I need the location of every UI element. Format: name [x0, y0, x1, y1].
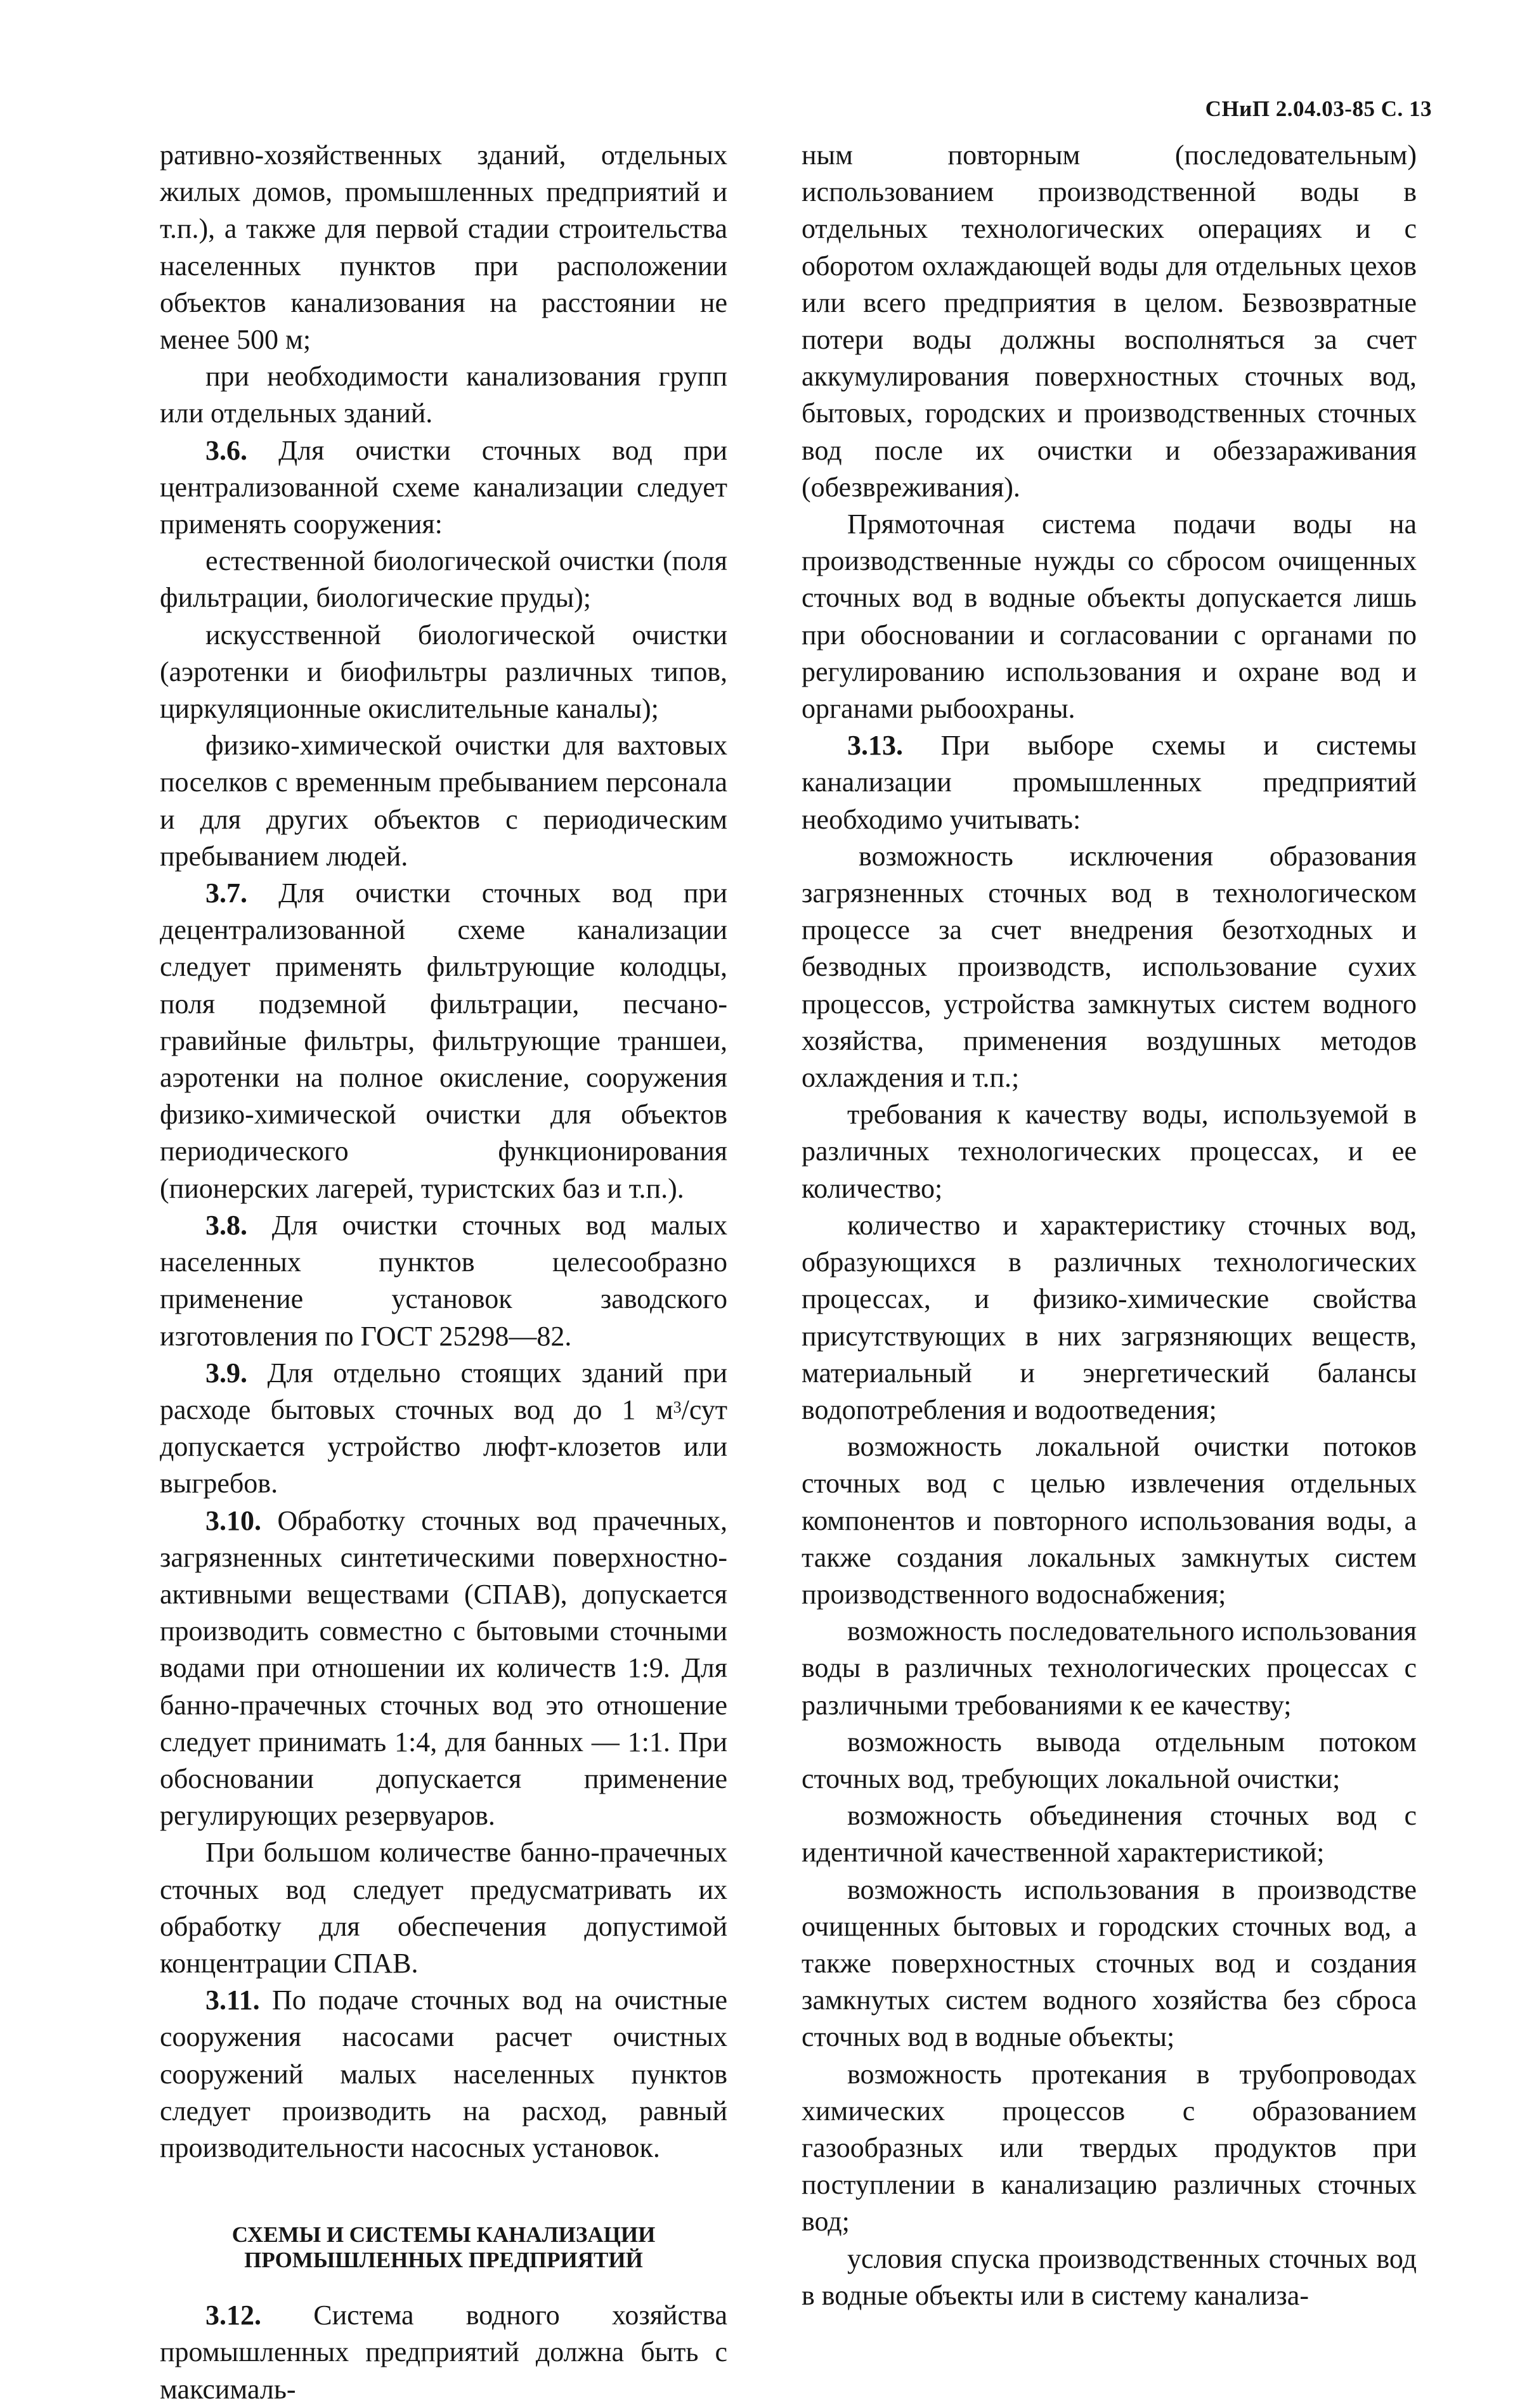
clause-number: 3.13. [847, 730, 903, 761]
clause-3-11 [160, 1982, 727, 2166]
clause-text: Для очистки сточных вод малых населенных пунктов целесообразно применение установок заводского изготовления по ГОСТ 25298—82. [160, 1209, 727, 1352]
paragraph: при необходимости канализования групп или отдельных зданий. [160, 361, 727, 429]
clause-text: Обработку сточных вод прачечных, загрязненных синтетическими поверхностно-активными веществами (СПАВ), допускается производить совместно с бытовыми сточными водами при отношении их количеств 1:9. Для банно-прачечных сточных вод это отношение следует принимать 1:4, для банных — 1:1. При обосновании допускается применение регулирующих резервуаров. [160, 1505, 727, 1832]
list-item: количество и характеристику сточных вод, образующихся в различных технологических процессах, и физико-химические свойства присутствующих в них загрязняющих веществ, материальный и энергетический балансы водопотребления и водоотведения; [802, 1209, 1417, 1425]
clause-number: 3.10. [205, 1505, 261, 1536]
section-title [160, 2222, 727, 2273]
list-item: требования к качеству воды, используемой в различных технологических процессах, и ее количество; [802, 1099, 1417, 1204]
list-item: возможность последовательного использования воды в различных технологических процессах с различными требованиями к ее качеству; [802, 1615, 1417, 1721]
list-item: возможность исключения образования загрязненных сточных вод в технологическом процессе за счет внедрения безотходных и безводных производств, использование сухих процессов, устройства замкнутых систем водного хозяйства, применения воздушных методов охлаждения и т.п.; [802, 840, 1417, 1094]
list-item: возможность вывода отдельным потоком сточных вод, требующих локальной очистки; [802, 1726, 1417, 1794]
paragraph: При большом количестве банно-прачечных сточных вод следует предусматривать их обработку для обеспечения допустимой концентрации СПАВ. [160, 1837, 727, 1979]
clause-text: При выборе схемы и системы канализации промышленных предприятий необходимо учитывать: [802, 730, 1417, 835]
clause-3-8 [160, 1207, 727, 1355]
clause-text: По подаче сточных вод на очистные сооружения насосами расчет очистных сооружений малых населенных пунктов следует производить на расход, равный производительности насосных установок. [160, 1984, 727, 2163]
clause-3-7 [160, 875, 727, 1207]
clause-number: 3.8. [205, 1209, 247, 1241]
clause-3-10 [160, 1503, 727, 1835]
section-title-line: ПРОМЫШЛЕННЫХ ПРЕДПРИЯТИЙ [244, 2248, 643, 2273]
paragraph: ративно-хозяйственных зданий, отдельных жилых домов, промышленных предприятий и т.п.), а также для первой стадии строительства населенных пунктов при расположении объектов канализования на расстоянии не менее 500 м; [160, 139, 727, 356]
clause-3-9 [160, 1355, 727, 1503]
paragraph: Прямоточная система подачи воды на производственные нужды со сбросом очищенных сточных вод в водные объекты допускается лишь при обосновании и согласовании с органами по регулированию использования и охране вод и органами рыбоохраны. [802, 508, 1417, 725]
list-item: искусственной биологической очистки (аэротенки и биофильтры различных типов, циркуляционные окислительные каналы); [160, 619, 727, 725]
clause-number: 3.6. [205, 434, 247, 466]
list-item: возможность протекания в трубопроводах химических процессов с образованием газообразных или твердых продуктов при поступлении в канализацию различных сточных вод; [802, 2058, 1417, 2237]
clause-text: Для очистки сточных вод при централизованной схеме канализации следует применять сооружения: [160, 434, 727, 540]
list-item: естественной биологической очистки (поля фильтрации, биологические пруды); [160, 545, 727, 614]
list-item: возможность локальной очистки потоков сточных вод с целью извлечения отдельных компонентов и повторного использования воды, а также создания локальных замкнутых систем производственного водоснабжения; [802, 1431, 1417, 1610]
list-item: физико-химической очистки для вахтовых поселков с временным пребыванием персонала и для других объектов с периодическим пребыванием людей. [160, 730, 727, 872]
paragraph: ным повторным (последовательным) использованием производственной воды в отдельных технологических операциях и с оборотом охлаждающей воды для отдельных цехов или всего предприятия в целом. Безвозвратные потери воды должны восполняться за счет аккумулирования поверхностных сточных вод, бытовых, городских и производственных сточных вод после их очистки и обеззараживания (обезвреживания). [802, 139, 1417, 503]
superscript: 3 [673, 1397, 682, 1416]
right-column [802, 137, 1417, 2314]
clause-text: Для отдельно стоящих зданий при расходе бытовых сточных вод до 1 м [160, 1357, 727, 1425]
clause-text: Система водного хозяйства промышленных предприятий должна быть с максималь- [160, 2300, 727, 2405]
section-title-line: СХЕМЫ И СИСТЕМЫ КАНАЛИЗАЦИИ [231, 2222, 656, 2248]
clause-3-12 [160, 2297, 727, 2408]
clause-number: 3.9. [205, 1357, 247, 1388]
clause-3-6 [160, 432, 727, 543]
clause-3-13 [802, 727, 1417, 838]
clause-text: Для очистки сточных вод при децентрализованной схеме канализации следует применять фильтрующие колодцы, поля подземной фильтрации, песчано-гравийные фильтры, фильтрующие траншеи, аэротенки на полное окисление, сооружения физико-химической очистки для объектов периодического функционирования (пионерских лагерей, туристских баз и т.п.). [160, 877, 727, 1204]
clause-number: 3.12. [205, 2300, 261, 2331]
clause-number: 3.7. [205, 877, 247, 909]
left-column [160, 137, 727, 2408]
list-item: возможность объединения сточных вод с идентичной качественной характеристикой; [802, 1800, 1417, 1868]
list-item: условия спуска производственных сточных вод в водные объекты или в систему канализа- [802, 2243, 1417, 2311]
list-item: возможность использования в производстве очищенных бытовых и городских сточных вод, а также поверхностных сточных вод и создания замкнутых систем водного хозяйства без сброса сточных вод в водные объекты; [802, 1874, 1417, 2053]
clause-number: 3.11. [205, 1984, 260, 2016]
running-header: СНиП 2.04.03-85 С. 13 [1205, 96, 1432, 121]
clause-text: /сут допускается устройство люфт-клозетов или выгребов. [160, 1394, 727, 1499]
